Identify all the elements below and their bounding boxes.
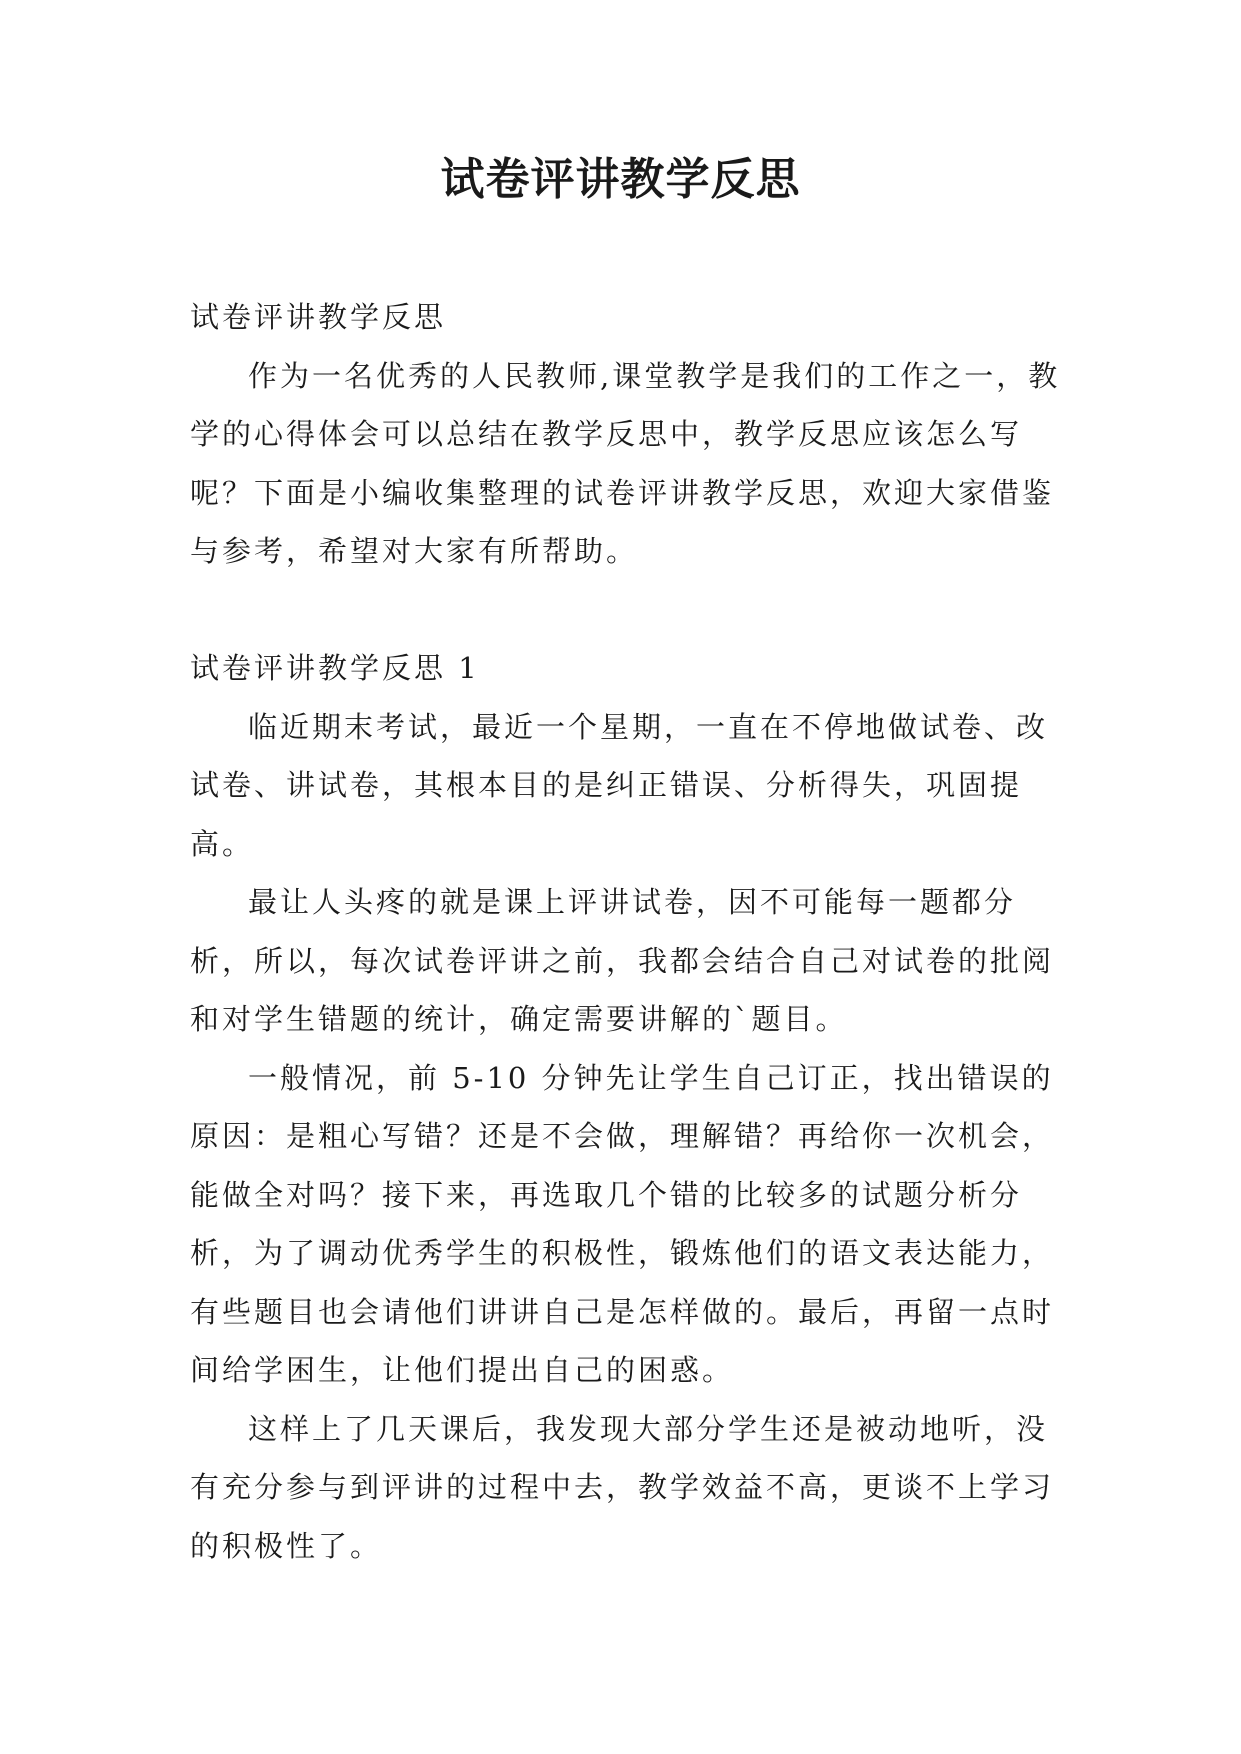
paragraph-spacer	[190, 581, 1070, 640]
document-body	[190, 288, 1070, 1575]
section-paragraph: 一般情况，前 5-10 分钟先让学生自己订正，找出错误的原因：是粗心写错？还是不会做，理解错？再给你一次机会，能做全对吗？接下来，再选取几个错的比较多的试题分析分析，为了调动优秀学生的积极性，锻炼他们的语文表达能力，有些题目也会请他们讲讲自己是怎样做的。最后，再留一点时间给学困生，让他们提出自己的困惑。	[190, 1060, 1055, 1387]
document-subtitle: 试卷评讲教学反思	[190, 300, 447, 334]
section-paragraph: 这样上了几天课后，我发现大部分学生还是被动地听，没有充分参与到评讲的过程中去，教学效益不高，更谈不上学习的积极性了。	[190, 1411, 1055, 1563]
document-title: 试卷评讲教学反思	[440, 154, 801, 205]
intro-paragraph: 作为一名优秀的人民教师,课堂教学是我们的工作之一，教学的心得体会可以总结在教学反思中，教学反思应该怎么写呢？下面是小编收集整理的试卷评讲教学反思，欢迎大家借鉴与参考，希望对大家有所帮助。	[190, 358, 1061, 568]
section-paragraph: 临近期末考试，最近一个星期，一直在不停地做试卷、改试卷、讲试卷，其根本目的是纠正错误、分析得失，巩固提高。	[190, 709, 1049, 861]
section-heading: 试卷评讲教学反思 1	[190, 651, 480, 685]
section-paragraph: 最让人头疼的就是课上评讲试卷，因不可能每一题都分析，所以，每次试卷评讲之前，我都会结合自己对试卷的批阅和对学生错题的统计，确定需要讲解的`题目。	[190, 885, 1055, 1036]
